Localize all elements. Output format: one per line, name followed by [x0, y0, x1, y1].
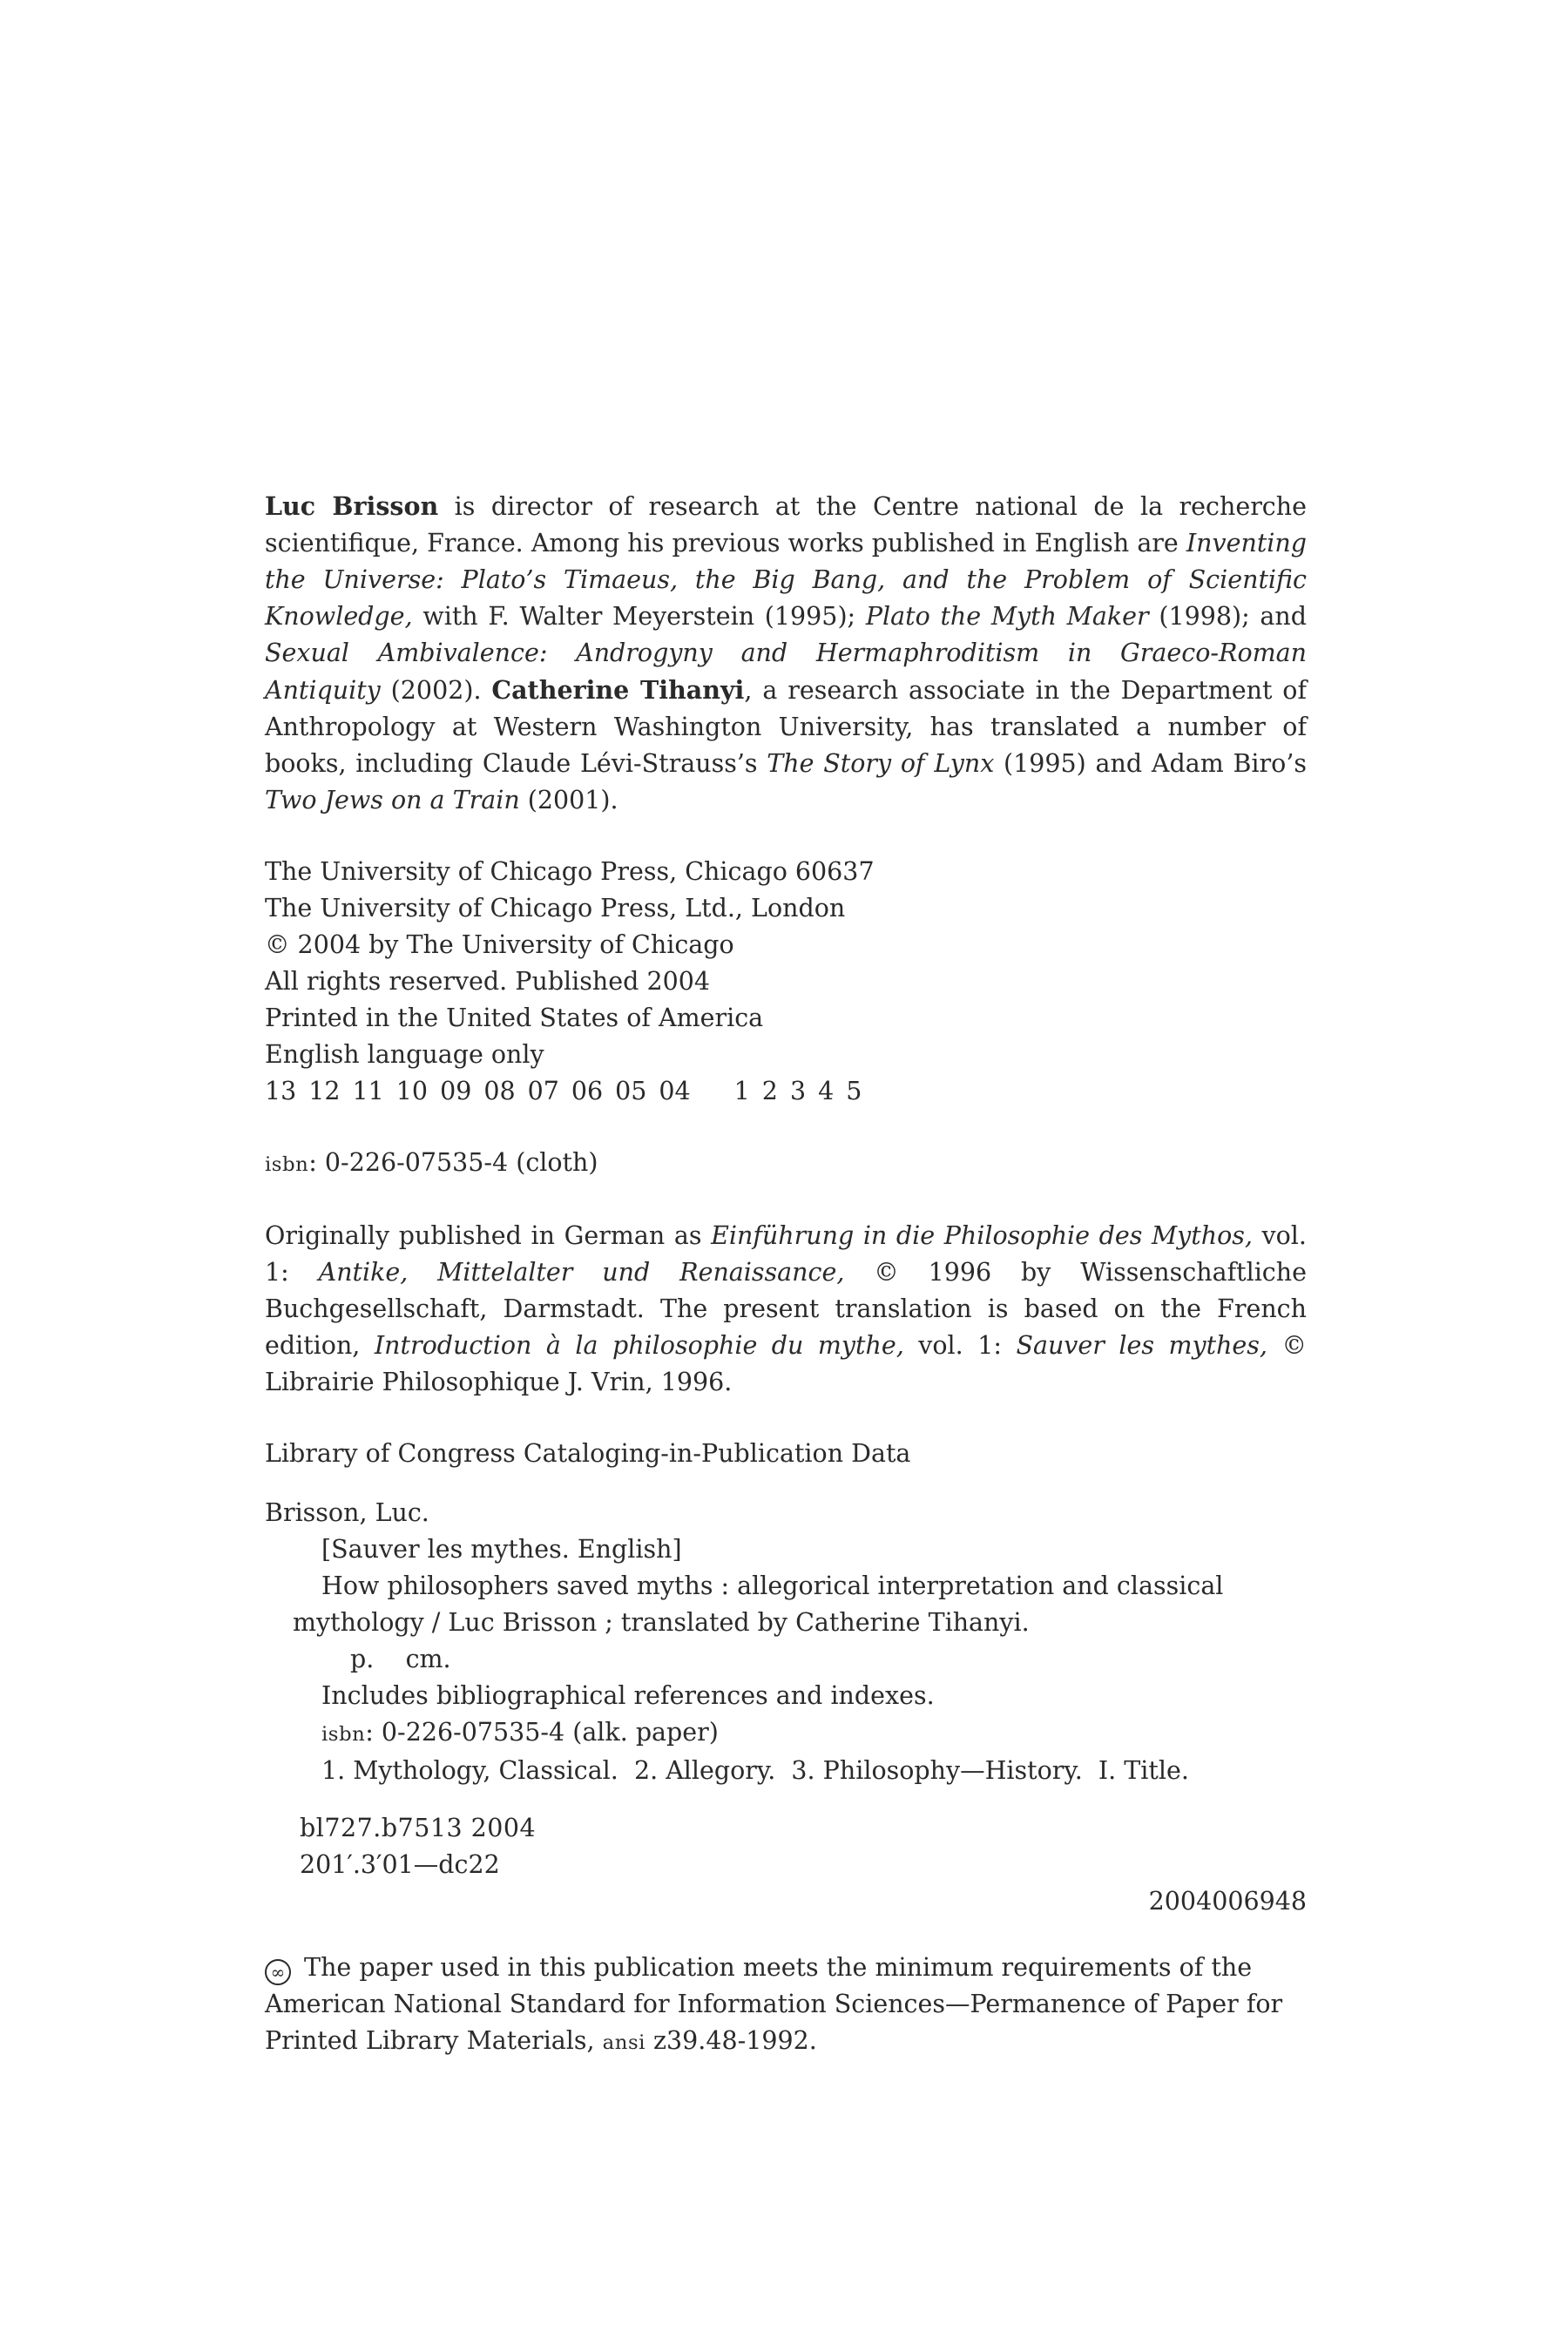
- copyright-page: [265, 488, 1307, 2061]
- book-title: Antike, Mittelalter und Renaissance,: [318, 1258, 845, 1287]
- printing-number: 5: [846, 1077, 862, 1105]
- cip-title-statement: How philosophers saved myths : allegorical interpretation and classical mythology / Luc Brisson ; translated by Catherine Tihanyi.: [293, 1571, 1224, 1637]
- cip-note: Includes bibliographical references and indexes.: [321, 1681, 935, 1710]
- year-number: 06: [571, 1077, 604, 1105]
- printing-line: [265, 1073, 1307, 1110]
- printing-number: 3: [789, 1077, 807, 1105]
- book-title: Introduction à la philosophie du mythe,: [374, 1331, 904, 1360]
- paper-permanence-note: ∞ The paper used in this publication meets the minimum requirements of the American National Standard for Information Sciences—Permanence of Paper for Printed Library Materials, ansi z39.48-1992.: [265, 1953, 1283, 2055]
- cip-lc-class: bl727.b7513 2004: [300, 1814, 537, 1842]
- imprint-line: English language only: [265, 1040, 544, 1069]
- cip-record: [265, 1495, 1307, 1920]
- cip-author: Brisson, Luc.: [265, 1498, 429, 1527]
- publisher-imprint: [265, 854, 1307, 1110]
- printing-number: 1: [733, 1077, 750, 1105]
- book-title: Einführung in die Philosophie des Mythos,: [711, 1221, 1253, 1250]
- cip-heading: Library of Congress Cataloging-in-Publication Data: [265, 1439, 911, 1468]
- infinity-icon: ∞: [265, 1959, 291, 1985]
- book-title: Plato the Myth Maker: [865, 602, 1149, 631]
- translator-name: Catherine Tihanyi: [491, 675, 745, 705]
- isbn-label: isbn: [265, 1153, 309, 1176]
- cip-isbn: isbn: 0-226-07535-4 (alk. paper): [321, 1718, 719, 1747]
- imprint-line: The University of Chicago Press, Ltd., London: [265, 894, 846, 923]
- book-title: The Story of Lynx: [767, 749, 995, 778]
- year-number: 13: [265, 1077, 297, 1105]
- isbn-line: isbn: 0-226-07535-4 (cloth): [265, 1148, 598, 1177]
- year-number: 08: [483, 1077, 516, 1105]
- book-title: Sauver les mythes,: [1016, 1331, 1267, 1360]
- year-number: 12: [308, 1077, 341, 1105]
- year-number: 05: [615, 1077, 647, 1105]
- year-number: 10: [395, 1077, 429, 1105]
- cip-uniform-title: [Sauver les mythes. English]: [321, 1535, 682, 1564]
- book-title: Inventing the Universe: Plato’s Timaeus, the Big Bang, and the Problem of Scientific Knowledge,: [265, 529, 1307, 631]
- imprint-line: © 2004 by The University of Chicago: [265, 930, 734, 959]
- cip-dewey: 201′.3′01—dc22: [300, 1850, 500, 1879]
- year-number: 09: [440, 1077, 472, 1105]
- cip-physical-description: p. cm.: [350, 1645, 451, 1673]
- imprint-line: The University of Chicago Press, Chicago 60637: [265, 857, 875, 886]
- original-publication-note: Originally published in German as Einführung in die Philosophie des Mythos, vol. 1: Antike, Mittelalter und Renaissance, © 1996 by Wissenschaftliche Buchgesellschaft, Darmstadt. The present translation is based on the French edition, Introduction à la philosophie du mythe, vol. 1: Sauver les mythes, © Librairie Philosophique J. Vrin, 1996.: [265, 1221, 1307, 1396]
- imprint-line: All rights reserved. Published 2004: [265, 967, 710, 996]
- printing-number: 2: [761, 1077, 778, 1105]
- book-title: Two Jews on a Train: [265, 786, 520, 814]
- author-name: Luc Brisson: [265, 491, 439, 521]
- cip-lccn: 2004006948: [1148, 1887, 1307, 1916]
- year-number: 11: [352, 1077, 384, 1105]
- imprint-line: Printed in the United States of America: [265, 1004, 764, 1032]
- cip-subjects: 1. Mythology, Classical. 2. Allegory. 3. Philosophy—History. I. Title.: [321, 1756, 1189, 1785]
- printing-number: 4: [818, 1077, 835, 1105]
- book-title: Sexual Ambivalence: Androgyny and Hermaphroditism in Graeco-Roman Antiquity: [265, 639, 1307, 705]
- year-number: 07: [527, 1077, 559, 1105]
- author-bio: Luc Brisson is director of research at the Centre national de la recherche scientifique, France. Among his previous works published in English are Inventing the Universe: Plato’s Timaeus, the Big Bang, and the Problem of Scientific Knowledge, with F. Walter Meyerstein (1995); Plato the Myth Maker (1998); and Sexual Ambivalence: Androgyny and Hermaphroditism in Graeco-Roman Antiquity (2002). Catherine Tihanyi, a research associate in the Department of Anthropology at Western Washington University, has translated a number of books, including Claude Lévi-Strauss’s The Story of Lynx (1995) and Adam Biro’s Two Jews on a Train (2001).: [265, 491, 1308, 814]
- year-number: 04: [659, 1077, 691, 1105]
